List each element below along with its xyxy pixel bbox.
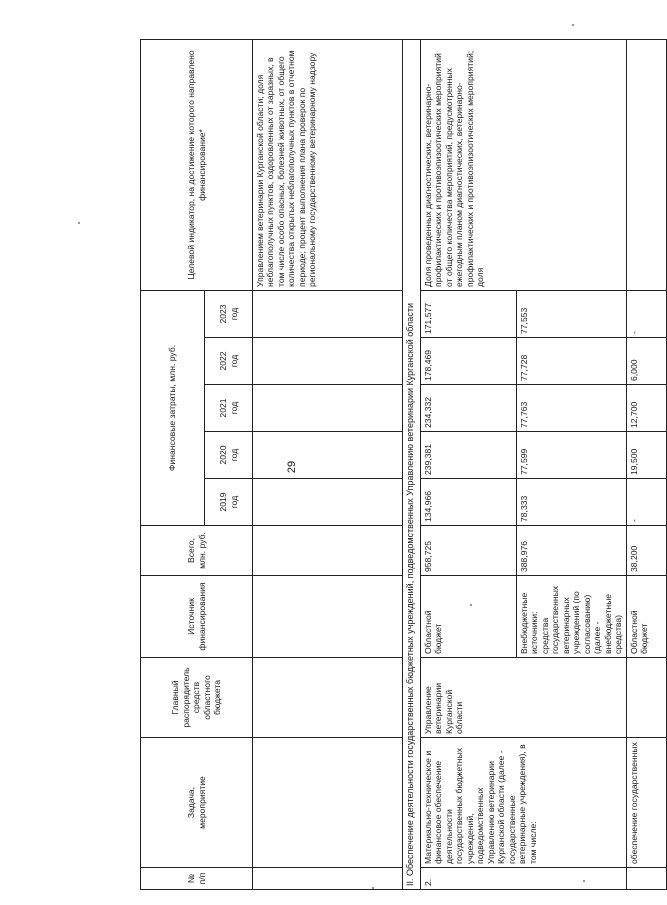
header-year: 2019 год bbox=[205, 479, 253, 526]
row-year-value: 234,332 bbox=[421, 385, 517, 432]
empty-cell bbox=[253, 576, 403, 658]
header-total: Всего, млн. руб. bbox=[141, 526, 253, 576]
header-year: 2021 год bbox=[205, 385, 253, 432]
section-heading: II. Обеспечение деятельности государственных бюджетных учреждений, подведомственных Управлению ветеринарии Курганской области bbox=[403, 39, 421, 889]
header-year: 2022 год bbox=[205, 338, 253, 385]
header-source: Источник финансирования bbox=[141, 576, 253, 658]
row-year-value: 77,728 bbox=[517, 338, 627, 385]
empty-cell bbox=[253, 432, 403, 479]
row-year-value: 78,333 bbox=[517, 479, 627, 526]
row-year-value: 134,966 bbox=[421, 479, 517, 526]
header-indicator: Целевой индикатор, на достижение которого направлено финансирование* bbox=[141, 39, 253, 290]
row-year-value: 178,469 bbox=[421, 338, 517, 385]
table-row bbox=[421, 39, 517, 889]
scan-speck bbox=[78, 222, 80, 224]
row-year-value: 171,577 bbox=[421, 290, 517, 337]
row-year-value: 6,000 bbox=[626, 338, 666, 385]
financing-table bbox=[140, 39, 667, 890]
row-task: обеспечение государственных bbox=[626, 738, 666, 868]
row-indicator bbox=[626, 39, 666, 290]
header-task: Задача, мероприятие bbox=[141, 738, 253, 868]
scan-speck bbox=[572, 24, 574, 26]
header-manager: Главный распорядитель средств областного бюджета bbox=[141, 658, 253, 738]
continuation-indicator: Управлением ветеринарии Курганской области; доля неблагополучных пунктов, оздоровленных от заразных, в том числе особо опасных, болезней животных, от общего количества открытых неблагополучных пунктов в отчетном периоде; процент выполнения плана проверок по региональному государственному ветеринарному надзору bbox=[253, 39, 403, 290]
row-indicator: Доля проведенных диагностических, ветеринарно-профилактических и противоэпизоотических мероприятий от общего количества мероприятий, предусмотренных ежегодным планом диагностических, ветеринарно-профилактических и противоэпизоотических мероприятий; доля bbox=[421, 39, 627, 290]
empty-cell bbox=[253, 479, 403, 526]
rotated-document-sheet bbox=[140, 40, 650, 890]
row-source: Областной бюджет bbox=[626, 576, 666, 658]
header-year: 2023 год bbox=[205, 290, 253, 337]
page-number: 29 bbox=[286, 460, 299, 474]
row-year-value: 19,500 bbox=[626, 432, 666, 479]
row-year-value: - bbox=[626, 479, 666, 526]
empty-cell bbox=[253, 290, 403, 337]
row-year-value: - bbox=[626, 290, 666, 337]
row-year-value: 77,599 bbox=[517, 432, 627, 479]
empty-cell bbox=[253, 868, 403, 890]
row-source: Внебюджетные источники: средства государственных ветеринарных учреждений (по согласованию) (далее - внебюджетные средства) bbox=[517, 576, 627, 658]
continuation-row bbox=[253, 39, 403, 889]
empty-cell bbox=[253, 526, 403, 576]
table-header-row bbox=[141, 39, 205, 889]
empty-cell bbox=[253, 385, 403, 432]
row-task: Материально-техническое и финансовое обеспечение деятельности государственных бюджетных учреждений, подведомственных Управлению ветеринарии Курганской области (далее - государственные ветеринарные учреждения), в том числе: bbox=[421, 738, 627, 868]
table-row bbox=[626, 39, 666, 889]
header-num: № п/п bbox=[141, 868, 253, 890]
row-year-value: 77,763 bbox=[517, 385, 627, 432]
header-financial: Финансовые затраты, млн. руб. bbox=[141, 290, 205, 525]
row-total: 958,725 bbox=[421, 526, 517, 576]
row-manager bbox=[626, 658, 666, 738]
empty-cell bbox=[253, 658, 403, 738]
row-total: 38,200 bbox=[626, 526, 666, 576]
section-heading-row bbox=[403, 39, 421, 889]
row-num: 2. bbox=[421, 868, 627, 890]
row-source: Областной бюджет bbox=[421, 576, 517, 658]
row-year-value: 12,700 bbox=[626, 385, 666, 432]
row-year-value: 239,381 bbox=[421, 432, 517, 479]
row-total: 388,976 bbox=[517, 526, 627, 576]
empty-cell bbox=[253, 338, 403, 385]
row-num bbox=[626, 868, 666, 890]
row-year-value: 77,553 bbox=[517, 290, 627, 337]
empty-cell bbox=[253, 738, 403, 868]
header-year: 2020 год bbox=[205, 432, 253, 479]
row-manager: Управление ветеринарии Курганской области bbox=[421, 658, 627, 738]
